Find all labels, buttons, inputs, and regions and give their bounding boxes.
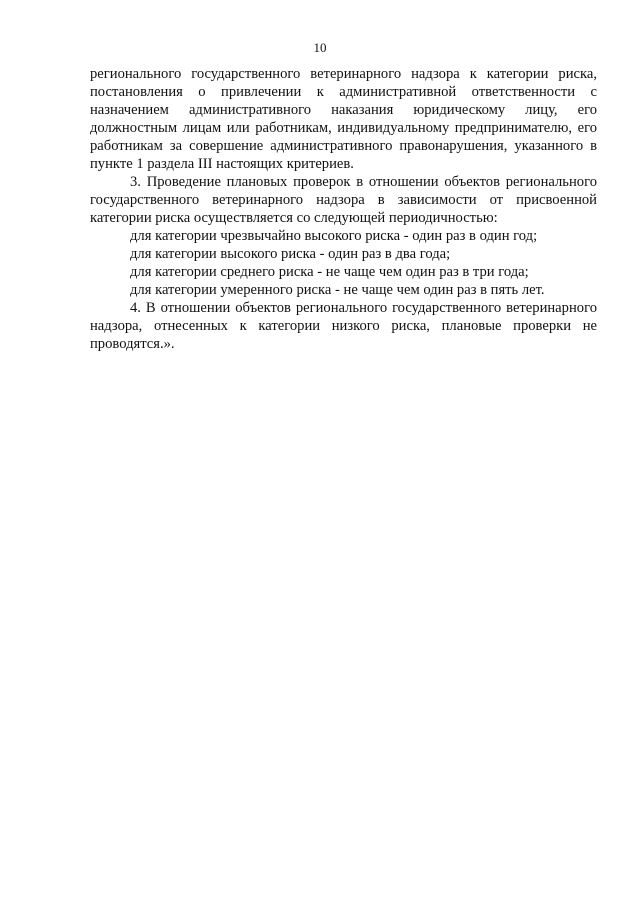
list-item: для категории среднего риска - не чаще чем один раз в три года;: [130, 264, 529, 280]
paragraph-continuation: регионального государственного ветеринарного надзора к категории риска, постановления о привлечении к административной ответственности с назначением административного наказания юридическому лицу, его должностным лицам или работникам, индивидуальному предпринимателю, его работникам за совершение административного правонарушения, указанного в пункте 1 раздела III настоящих критериев.: [90, 66, 597, 172]
list-item: для категории высокого риска - один раз в два года;: [130, 246, 451, 262]
paragraph-item-4: 4. В отношении объектов регионального государственного ветеринарного надзора, отнесенных к категории низкого риска, плановые проверки не проводятся.».: [90, 300, 597, 352]
list-item: для категории умеренного риска - не чаще чем один раз в пять лет.: [130, 282, 545, 298]
paragraph-item-3: 3. Проведение плановых проверок в отношении объектов регионального государственного ветеринарного надзора в зависимости от присвоенной категории риска осуществляется со следующей периодичностью:: [90, 174, 597, 226]
document-body: [90, 65, 597, 353]
list-item: для категории чрезвычайно высокого риска - один раз в один год;: [130, 228, 538, 244]
frequency-list: [90, 227, 597, 299]
page-number: 10: [313, 40, 327, 55]
